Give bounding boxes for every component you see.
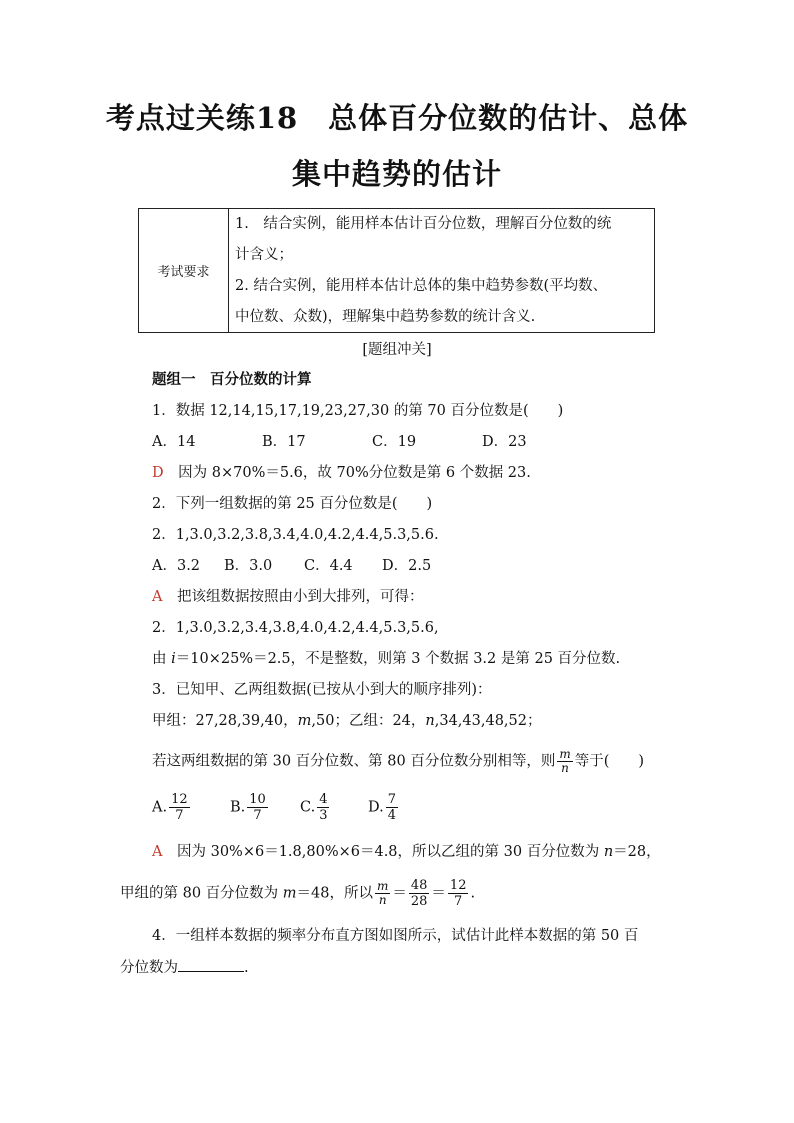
- question-1-stem: 1．数据 12,14,15,17,19,23,27,30 的第 70 百分位数是( ): [152, 403, 564, 419]
- requirements-table: [138, 208, 655, 333]
- option-a: A．3.2: [152, 558, 201, 574]
- requirement-line: 计含义；: [235, 247, 293, 263]
- option-b: [230, 792, 300, 823]
- condition-suffix: 等于( ): [574, 753, 645, 770]
- question-1-options: [152, 432, 527, 452]
- question-3-condition: [152, 748, 644, 775]
- group-heading: 题组一 百分位数的计算: [152, 371, 312, 388]
- fraction-numerator: m: [376, 879, 389, 893]
- requirement-line: 2. 结合实例，能用样本估计总体的集中趋势参数(平均数、: [235, 278, 608, 294]
- variable-m: m: [297, 713, 312, 729]
- answer-letter: A: [152, 844, 163, 860]
- variable-i: i: [171, 651, 176, 667]
- question-3-options: [152, 792, 400, 823]
- option-c: C．19: [372, 434, 417, 450]
- answer-letter: A: [152, 589, 163, 605]
- option-letter: D.: [368, 799, 384, 816]
- fraction-denominator: 28: [410, 894, 428, 909]
- answer-letter: D: [152, 465, 164, 481]
- variable-m: m: [282, 885, 297, 902]
- option-b: B．17: [262, 434, 306, 450]
- option-b: B．3.0: [224, 558, 273, 574]
- answer-text: 把该组数据按照由小到大排列，可得：: [176, 589, 424, 605]
- fraction-numerator: 4: [319, 792, 328, 807]
- fraction-numerator: 12: [449, 878, 467, 893]
- question-3-answer-line2: [120, 878, 475, 909]
- option-letter: B.: [230, 799, 246, 816]
- fraction-denominator: 3: [319, 808, 328, 823]
- option-fraction: [247, 792, 268, 823]
- question-3-stem: 3．已知甲、乙两组数据(已按从小到大的顺序排列)：: [152, 682, 492, 698]
- option-a: [152, 792, 230, 823]
- equals-sign: ＝: [431, 885, 446, 902]
- fraction-denominator: n: [378, 893, 387, 907]
- option-fraction: [386, 792, 398, 823]
- question-2-data: 2．1,3.0,3.2,3.8,3.4,4.0,4.2,4.4,5.3,5.6.: [152, 527, 439, 543]
- option-letter: A.: [152, 799, 168, 816]
- answer-blank[interactable]: [178, 957, 244, 972]
- fraction-12-7: [448, 878, 469, 909]
- option-c: C．4.4: [304, 558, 353, 574]
- question-2-calc: [152, 649, 620, 669]
- question-2-answer: [152, 587, 423, 607]
- fraction-denominator: 7: [454, 894, 463, 909]
- question-3-groups: [152, 711, 542, 731]
- fraction-m-over-n: [557, 748, 572, 775]
- question-1-answer: [152, 463, 531, 483]
- fraction-numerator: m: [559, 747, 571, 761]
- calc-prefix: 由: [152, 651, 172, 667]
- fraction-denominator: n: [561, 761, 569, 775]
- fraction-numerator: 12: [171, 792, 188, 807]
- question-2-options: [152, 556, 431, 576]
- option-d: D．23: [482, 434, 527, 450]
- fraction-numerator: 10: [249, 792, 266, 807]
- period: .: [244, 960, 249, 976]
- group-c-text: ,34,43,48,52；: [434, 713, 542, 729]
- question-4-line2: [120, 957, 249, 978]
- answer-text: 因为 30%×6＝1.8,80%×6＝4.8，所以乙组的第 30 百分位数为: [176, 844, 604, 860]
- question-4-text: 分位数为: [120, 960, 178, 976]
- requirement-line: 中位数、众数)，理解集中趋势参数的统计含义.: [235, 309, 536, 325]
- answer-text: 因为 8×70%＝5.6，故 70%分位数是第 6 个数据 23.: [178, 465, 531, 481]
- option-a: A．14: [152, 434, 196, 450]
- page-title-line2: 集中趋势的估计: [291, 157, 502, 191]
- variable-n: n: [603, 844, 614, 860]
- fraction-m-over-n: [375, 880, 390, 907]
- option-c: [300, 792, 368, 823]
- period: .: [470, 885, 476, 902]
- page-title: 考点过关练18 总体百分位数的估计、总体: [105, 101, 689, 135]
- fraction-48-28: [409, 878, 430, 909]
- question-2-stem: 2．下列一组数据的第 25 百分位数是( ): [152, 496, 433, 512]
- option-fraction: [169, 792, 190, 823]
- equals-sign: ＝: [392, 885, 407, 902]
- group-a-text: 甲组：27,28,39,40，: [152, 713, 298, 729]
- fraction-numerator: 7: [387, 792, 396, 807]
- question-2-sorted: 2．1,3.0,3.2,3.4,3.8,4.0,4.2,4.4,5.3,5.6,: [152, 620, 439, 636]
- condition-prefix: 若这两组数据的第 30 百分位数、第 80 百分位数分别相等，则: [152, 753, 556, 770]
- fraction-denominator: 7: [175, 808, 184, 823]
- option-d: [368, 792, 400, 823]
- answer-text: ＝48，所以: [296, 885, 373, 902]
- option-letter: C.: [300, 799, 316, 816]
- requirement-line: 1. 结合实例，能用样本估计百分位数，理解百分位数的统: [235, 216, 612, 232]
- group-b-text: ,50；乙组：24，: [311, 713, 426, 729]
- question-3-answer: [152, 842, 661, 862]
- option-d: D．2.5: [382, 558, 432, 574]
- option-fraction: [317, 792, 329, 823]
- fraction-denominator: 7: [253, 808, 262, 823]
- variable-n: n: [425, 713, 435, 729]
- fraction-numerator: 48: [410, 878, 428, 893]
- question-4-line1: 4．一组样本数据的频率分布直方图如图所示，试估计此样本数据的第 50 百: [152, 928, 639, 944]
- section-tag: [题组冲关]: [362, 342, 432, 358]
- fraction-denominator: 4: [387, 808, 396, 823]
- requirements-label: 考试要求: [139, 209, 229, 332]
- answer-text: ＝28，: [613, 844, 661, 860]
- calc-suffix: ＝10×25%＝2.5，不是整数，则第 3 个数据 3.2 是第 25 百分位数.: [175, 651, 621, 667]
- answer-text: 甲组的第 80 百分位数为: [120, 885, 283, 902]
- requirements-body: [229, 209, 654, 332]
